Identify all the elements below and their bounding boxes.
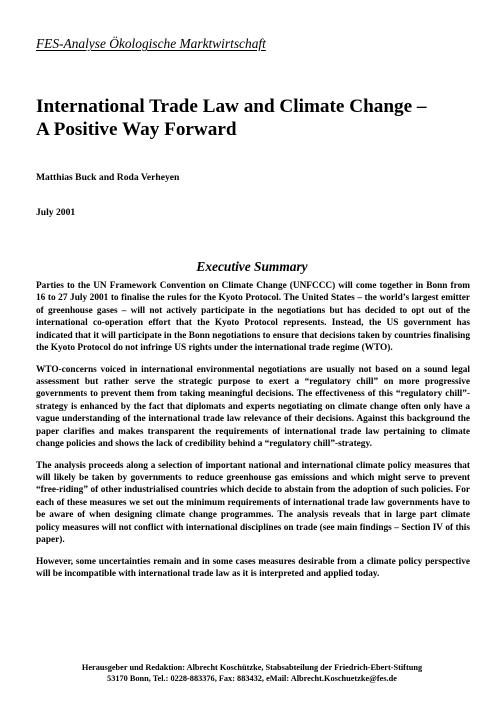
section-heading: Executive Summary: [196, 259, 308, 274]
paragraph-3: The analysis proceeds along a selection of important national and international climate policy measures that will likely be taken by governments to reduce greenhouse gas emissions and which might serve to prevent “free-riding” of other industrialised countries which decide to abstain from the adoption of such policies. For each of these measures we set out the minimum requirements of international trade law governments have to be aware of when designing climate change programmes. The analysis reveals that in large part climate policy measures will not conflict with international disciplines on trade (see main findings – Section IV of this paper).: [36, 460, 470, 546]
footer-line-2: 53170 Bonn, Tel.: 0228-883376, Fax: 883432, eMail: Albrecht.Koschuetzke@fes.de: [107, 673, 397, 683]
authors: Matthias Buck and Roda Verheyen: [36, 172, 180, 183]
executive-summary-body: [36, 280, 470, 590]
publisher-footer: [0, 663, 504, 684]
title-line-2: A Positive Way Forward: [36, 119, 237, 140]
paragraph-2: WTO-concerns voiced in international environmental negotiations are usually not based on a sound legal assessment but rather serve the strategic purpose to exert a “regulatory chill” on more progressive governments to prevent them from taking meaningful decisions. The effectiveness of this “regulatory chill”-strategy is enhanced by the fact that diplomats and experts negotiating on climate change often only have a vague understanding of the international trade law relevance of their decisions. Against this background the paper clarifies and makes transparent the requirements of international trade law pertaining to climate change policies and shows the lack of credibility behind a “regulatory chill”-strategy.: [36, 364, 470, 450]
series-title: FES-Analyse Ökologische Marktwirtschaft: [36, 36, 266, 51]
title-line-1: International Trade Law and Climate Change –: [36, 96, 427, 117]
paragraph-4: However, some uncertainties remain and in some cases measures desirable from a climate policy perspective will be incompatible with international trade law as it is interpreted and applied today.: [36, 556, 470, 580]
footer-line-1: Herausgeber und Redaktion: Albrecht Koschützke, Stabsabteilung der Friedrich-Ebert-Stiftung: [81, 663, 423, 672]
document-title: [36, 95, 476, 141]
publication-date: July 2001: [36, 207, 76, 218]
paragraph-1: Parties to the UN Framework Convention on Climate Change (UNFCCC) will come together in Bonn from 16 to 27 July 2001 to finalise the rules for the Kyoto Protocol. The United States – the world’s largest emitter of greenhouse gases – will not actively participate in the negotiations but has decided to opt out of the international co-operation effort that the Kyoto Protocol represents. Instead, the US government has indicated that it will participate in the Bonn negotiations to ensure that decisions taken by countries finalising the Kyoto Protocol do not infringe US rights under the international trade regime (WTO).: [36, 281, 470, 354]
